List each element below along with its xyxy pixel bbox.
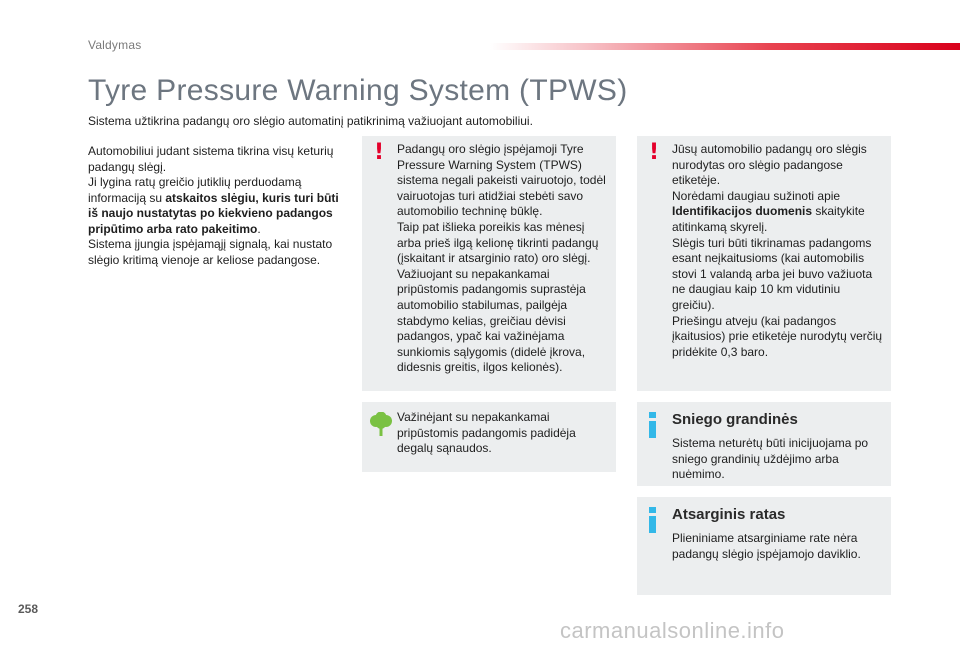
spare-wheel-title: Atsarginis ratas [672, 506, 786, 523]
info-icon [649, 507, 657, 533]
left-para-2-end: . [257, 221, 261, 236]
warning-2-para-4: Priešingu atveju (kai padangos įkaitusios) prie etiketėje nurodytų verčių pridėkite 0,3 baro. [672, 313, 883, 359]
warning-2-para-3: Slėgis turi būti tikrinamas padangoms esant neįkaitusioms (kai automobilis stovi 1 valandą arba jei buvo važiuota ne daugiau kaip 10 km vidutiniu greičiu). [672, 235, 873, 312]
info-box-spare-wheel [637, 497, 891, 595]
left-para-2-bold: atskaitos slėgiu, kuris turi būti iš naujo nustatytas po kiekvieno padangos pripūtimo arba rato pakeitimo [88, 190, 339, 236]
watermark: carmanualsonline.info [560, 618, 785, 643]
eco-text: Važinėjant su nepakankamai pripūstomis padangomis padidėja degalų sąnaudos. [397, 410, 576, 456]
warning-1-para-3: Važiuojant su nepakankamai pripūstomis padangomis suprastėja automobilio stabilumas, pailgėja stabdymo kelias, greičiau dėvisi padangos, ypač kai važinėjama sunkiomis sąlygomis (didelė įkrova, didesnis greitis, ilgos kelionės). [397, 266, 586, 375]
left-para-1: Automobiliui judant sistema tikrina visų keturių padangų slėgį. [88, 144, 334, 174]
warning-box-pressure [637, 136, 891, 391]
left-para-3: Sistema įjungia įspėjamąjį signalą, kai nustato slėgio kritimą vienoje ar keliose padangose. [88, 237, 333, 267]
intro-text: Sistema užtikrina padangų oro slėgio automatinį patikrinimą važiuojant automobiliui. [88, 114, 533, 128]
warning-icon: ! [374, 140, 385, 165]
page-title: Tyre Pressure Warning System (TPWS) [88, 74, 628, 107]
warning-icon: ! [649, 140, 660, 165]
warning-1-para-1: Padangų oro slėgio įspėjamoji Tyre Pressure Warning System (TPWS) sistema negali pakeisti vairuotojo, todėl vairuotojas turi atidžiai stebėti savo automobilio techninę būklę. [397, 142, 606, 219]
warning-1-para-2: Taip pat išlieka poreikis kas mėnesį arba prieš ilgą kelionę tikrinti padangų (įskaitant ir atsarginio rato) oro slėgį. [397, 219, 599, 266]
section-label: Valdymas [88, 38, 142, 52]
snow-chains-text: Sistema neturėtų būti inicijuojama po sniego grandinių uždėjimo arba nuėmimo. [672, 436, 869, 482]
warning-box-tpws [362, 136, 616, 391]
spare-wheel-text: Plieniniame atsarginiame rate nėra padangų slėgio įspėjamojo daviklio. [672, 531, 861, 561]
eco-tree-icon [370, 412, 392, 436]
warning-2-para-2 [672, 189, 883, 236]
info-box-snow-chains [637, 402, 891, 486]
warning-2-para-2-bold: Identifikacijos duomenis [672, 204, 813, 219]
page-number: 258 [18, 602, 39, 616]
left-column [88, 144, 350, 268]
left-para-2-text: Ji lygina ratų greičio jutiklių perduodamą informaciją su [88, 175, 302, 205]
left-para-2 [88, 175, 350, 237]
snow-chains-title: Sniego grandinės [672, 411, 798, 428]
eco-box [362, 402, 616, 472]
warning-2-para-2-end: skaitykite atitinkamą skyrelį. [672, 204, 865, 234]
info-icon [649, 412, 657, 438]
warning-2-para-2-text: Norėdami daugiau sužinoti apie [672, 188, 841, 203]
warning-2-para-1: Jūsų automobilio padangų oro slėgis nurodytas oro slėgio padangose etiketėje. [672, 142, 867, 188]
header-accent-bar [490, 43, 960, 50]
